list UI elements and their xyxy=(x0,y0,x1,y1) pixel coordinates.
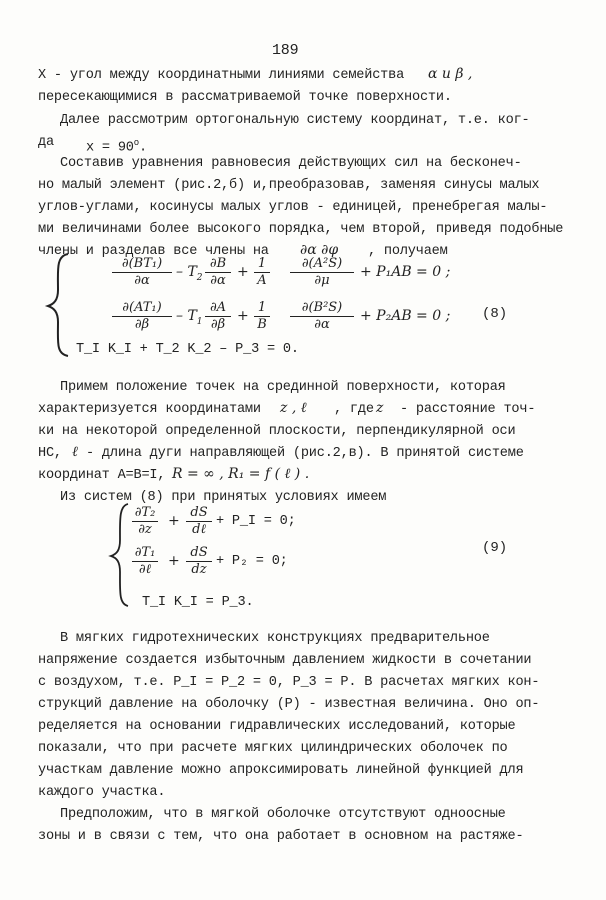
fraction: $\frac{\text{∂(A²S)}}{\partial\mu}$ xyxy=(290,256,354,289)
inline-formula-l: ℓ xyxy=(72,444,78,460)
fraction: $\frac{\partial A}{\partial\beta}$ xyxy=(205,300,231,333)
text-line: НС, xyxy=(38,446,62,461)
text-line: Из систем (8) при принятых условиях имеем xyxy=(60,490,387,505)
text-line: X - угол между координатными линиями семейства xyxy=(38,68,405,83)
equation-number: (9) xyxy=(482,540,508,556)
text-line: углов-углами, косинусы малых углов - единицей, пренебрегая малы- xyxy=(38,200,548,215)
text-line: участкам давление можно апроксимировать линейной функцией для xyxy=(38,763,524,778)
formula-term: – $T_2$ xyxy=(176,264,203,283)
inline-formula-z: z xyxy=(376,400,384,416)
formula-term: + P₁AB = 0 ; xyxy=(360,264,451,280)
formula-term: + xyxy=(237,308,249,324)
fraction: $\frac{\text{∂(B²S)}}{\partial\alpha}$ xyxy=(290,300,354,333)
fraction: $\frac{\text{∂T₂}}{\partial z}$ xyxy=(132,505,158,538)
page-number: 189 xyxy=(272,42,299,59)
text-line: - длина дуги направляющей (рис.2,в). В принятой системе xyxy=(86,446,524,461)
system-brace xyxy=(108,500,132,610)
text-line: В мягких гидротехнических конструкциях предварительное xyxy=(60,631,490,646)
fraction: dS dℓ xyxy=(186,505,212,538)
text-line: ределяется на основании гидравлических исследований, которые xyxy=(38,719,516,734)
text-line: , получаем xyxy=(368,244,448,259)
text-line: члены и разделав все члены на xyxy=(38,244,269,259)
text-line: напряжение создается избыточным давлением жидкости в сочетании xyxy=(38,653,532,668)
text-line: ки на некоторой определенной плоскости, перпендикулярной оси xyxy=(38,424,516,439)
text-line: Примем положение точек на срединной поверхности, которая xyxy=(60,380,506,395)
inline-formula-alpha-beta: α и β , xyxy=(428,66,473,82)
fraction: $\frac{\partial B}{\partial\alpha}$ xyxy=(205,256,231,289)
text-line: каждого участка. xyxy=(38,785,166,800)
text-line: характеризуется координатами xyxy=(38,402,261,417)
text-line: струкций давление на оболочку (P) - известная величина. Оно оп- xyxy=(38,697,540,712)
system-brace xyxy=(44,250,74,360)
text-line: с воздухом, т.е. P_I = P_2 = 0, P_3 = P. В расчетах мягких кон- xyxy=(38,675,540,690)
formula-term: + P₂ = 0; xyxy=(216,554,288,569)
fraction: $\frac{dS}{dz}$ xyxy=(186,545,212,578)
formula-term: + xyxy=(237,264,249,280)
formula-term: – $T_1$ xyxy=(176,308,203,327)
text-line: Составив уравнения равновесия действующих сил на бесконеч- xyxy=(60,156,522,171)
equation-number: (8) xyxy=(482,306,508,322)
text-line: показали, что при расчете мягких цилиндрических оболочек по xyxy=(38,741,508,756)
text-line: координат A=B=I, xyxy=(38,468,166,483)
fraction: $\frac{1}{B}$ xyxy=(254,300,270,333)
text-line: пересекающимися в рассматриваемой точке поверхности. xyxy=(38,90,452,105)
text-line: да xyxy=(38,135,54,150)
inline-formula-zl: z , ℓ xyxy=(280,400,307,416)
text-line: ми величинами более высокого порядка, чем второй, приведя подобные xyxy=(38,222,564,237)
fraction: $\frac{\text{∂(AT₁)}}{\partial\beta}$ xyxy=(112,300,172,333)
formula-term: + P₂AB = 0 ; xyxy=(360,308,451,324)
text-line: , где xyxy=(334,402,374,417)
inline-formula-x90: $x = 90^o$. xyxy=(86,138,147,156)
formula-row: T_I K_I + T_2 K_2 – P_3 = 0. xyxy=(76,342,299,357)
formula-term: + xyxy=(168,553,180,569)
fraction: $\frac{\text{∂(BT₁)}}{\partial\alpha}$ xyxy=(112,256,172,289)
text-line: - расстояние точ- xyxy=(400,402,536,417)
text-line: зоны и в связи с тем, что она работает в основном на растяже- xyxy=(38,829,524,844)
text-line: Предположим, что в мягкой оболочке отсутствуют одноосные xyxy=(60,807,506,822)
text-line: Далее рассмотрим ортогональную систему координат, т.е. ког- xyxy=(60,113,530,128)
text-line: но малый элемент (рис.2,б) и,преобразовав, заменяя синусы малых xyxy=(38,178,540,193)
formula-term: + P_I = 0; xyxy=(216,514,296,529)
formula-row: T_I K_I = P_3. xyxy=(142,595,254,610)
inline-formula-dadf: ∂α ∂φ xyxy=(300,242,339,258)
inline-formula-R: R = ∞ , R₁ = f ( ℓ ) . xyxy=(172,466,310,482)
formula-term: + xyxy=(168,513,180,529)
fraction: $\frac{1}{A}$ xyxy=(254,256,270,289)
fraction: ∂T₁ ∂ℓ xyxy=(132,545,158,578)
